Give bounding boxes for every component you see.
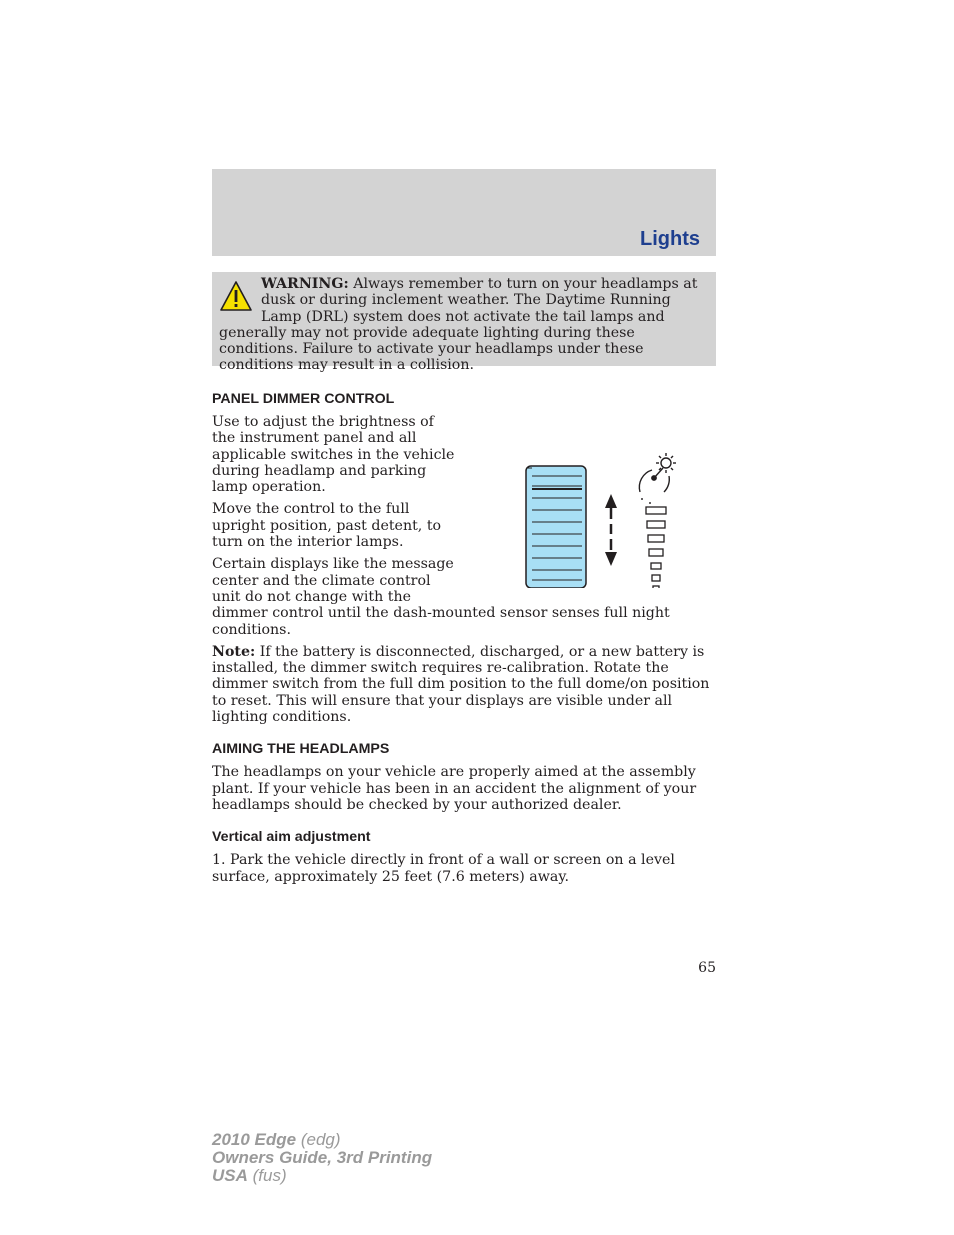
- footer: [212, 1131, 432, 1185]
- note-text: If the battery is disconnected, discharged, or a new battery is installed, the dimmer switch requires re-calibration. Rotate the dimmer switch from the full dim position to the full dome/on position to reset. This will ensure that your displays are visible under all lighting conditions.: [212, 643, 710, 726]
- page-number: 65: [698, 960, 716, 976]
- panel-dimmer-note: [212, 644, 716, 725]
- brightness-level-indicators: [646, 507, 666, 588]
- panel-dimmer-heading: PANEL DIMMER CONTROL: [212, 391, 395, 407]
- dimmer-control-illustration: [466, 428, 716, 588]
- warning-triangle-icon: [219, 280, 253, 314]
- warning-text: [219, 276, 708, 374]
- vertical-aim-heading: Vertical aim adjustment: [212, 829, 371, 846]
- header-band: [212, 169, 716, 256]
- up-down-arrow-icon: [605, 494, 617, 566]
- panel-dimmer-paragraph-3: Certain displays like the message center and the climate control unit do not change with the dimmer control until the dash-mounted sensor senses full night conditions.: [212, 556, 670, 638]
- panel-dimmer-paragraph-1: Use to adjust the brightness of the instrument panel and all applicable switches in the vehicle during headlamp and parking lamp operation.: [212, 414, 455, 496]
- footer-line-2: Owners Guide, 3rd Printing: [212, 1148, 433, 1167]
- aiming-step-1: 1. Park the vehicle directly in front of a wall or screen on a level surface, approximately 25 feet (7.6 meters) away.: [212, 852, 675, 885]
- aiming-headlamps-heading: AIMING THE HEADLAMPS: [212, 741, 390, 758]
- warning-body: Always remember to turn on your headlamps at dusk or during inclement weather. The Daytime Running Lamp (DRL) system does not activate the tail lamps and generally may not provide adequate lighting during these conditions. Failure to activate your headlamps under these conditions may result in a collision.: [219, 276, 698, 374]
- panel-dimmer-paragraph-2: Move the control to the full upright position, past detent, to turn on the interior lamps.: [212, 501, 442, 551]
- footer-line-3: USA (fus): [212, 1166, 287, 1185]
- warning-label: WARNING:: [261, 276, 349, 292]
- section-title: Lights: [640, 228, 700, 250]
- main-content: [212, 391, 716, 891]
- aiming-paragraph-1: The headlamps on your vehicle are properly aimed at the assembly plant. If your vehicle has been in an accident the alignment of your headlamps should be checked by your authorized dealer.: [212, 764, 697, 813]
- footer-line-1: 2010 Edge (edg): [212, 1130, 341, 1149]
- warning-box: [212, 272, 716, 374]
- note-label: Note:: [212, 643, 256, 660]
- dimmer-sun-gauge-icon: [639, 453, 676, 504]
